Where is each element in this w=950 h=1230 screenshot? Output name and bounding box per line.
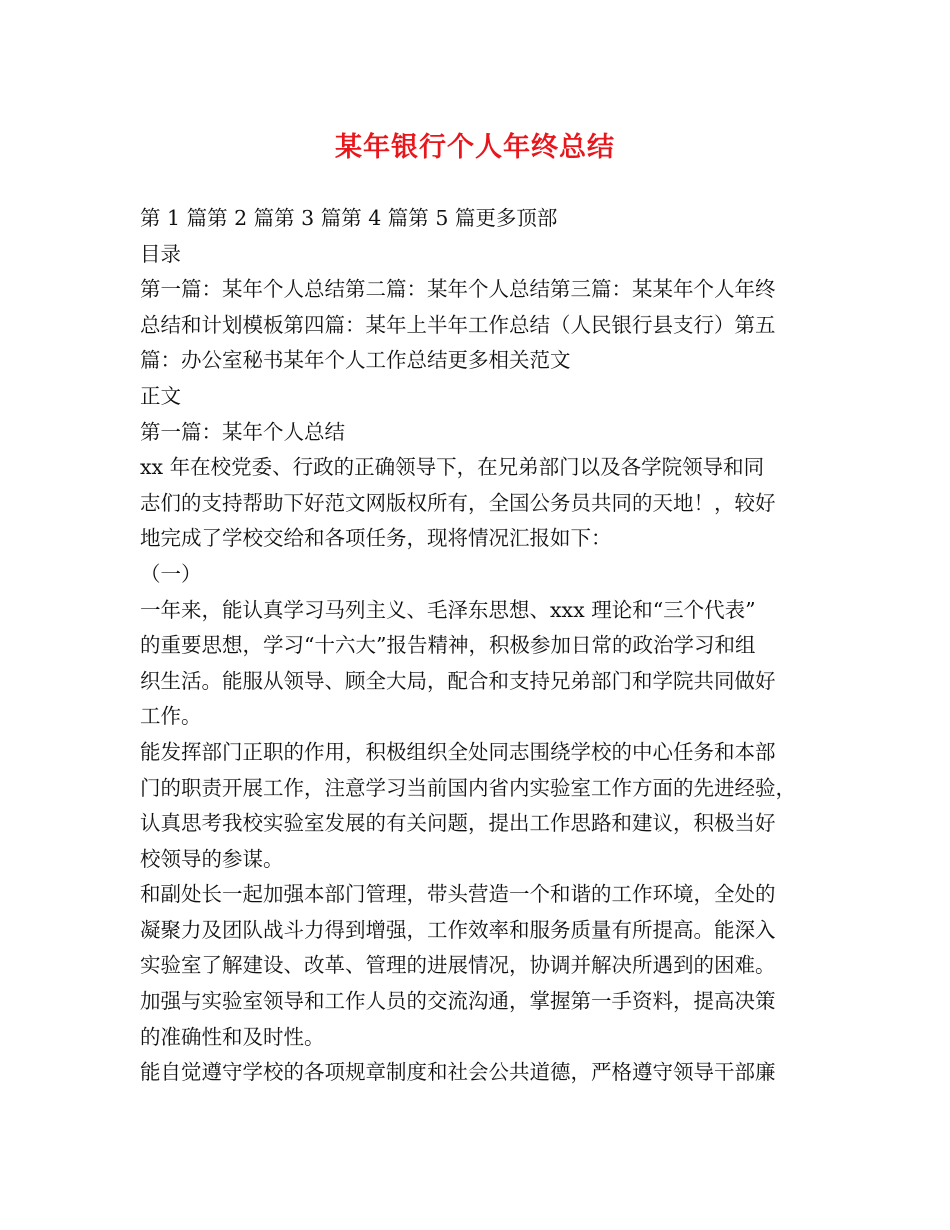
text-line: 加强与实验室领导和工作人员的交流沟通，掌握第一手资料，提高决策 (140, 989, 776, 1014)
text-line: 一年来，能认真学习马列主义、毛泽东思想、xxx 理论和“三个代表” (140, 597, 756, 622)
text-line: 第一篇：某年个人总结第二篇：某年个人总结第三篇：某某年个人年终 (140, 277, 776, 302)
text-line: 和副处长一起加强本部门管理，带头营造一个和谐的工作环境，全处的 (140, 882, 776, 907)
text-line: 的重要思想，学习“十六大”报告精神，积极参加日常的政治学习和组 (140, 633, 756, 658)
text-line: 能发挥部门正职的作用，积极组织全处同志围绕学校的中心任务和本部 (140, 739, 776, 764)
text-line: 门的职责开展工作，注意学习当前国内省内实验室工作方面的先进经验， (140, 775, 796, 800)
text-line: xx 年在校党委、行政的正确领导下，在兄弟部门以及各学院领导和同 (140, 455, 765, 480)
text-line: 的准确性和及时性。 (140, 1024, 325, 1049)
text-line: 目录 (140, 241, 181, 266)
text-line: 篇：办公室秘书某年个人工作总结更多相关范文 (140, 348, 571, 373)
text-line: 地完成了学校交给和各项任务，现将情况汇报如下： (140, 526, 612, 551)
text-line: 能自觉遵守学校的各项规章制度和社会公共道德，严格遵守领导干部廉 (140, 1060, 776, 1085)
text-line: 认真思考我校实验室发展的有关问题，提出工作思路和建议，积极当好 (140, 811, 776, 836)
document-body (140, 201, 830, 1091)
text-line: （一） (140, 561, 202, 586)
text-line: 正文 (140, 383, 181, 408)
document-title: 某年银行个人年终总结 (335, 132, 615, 163)
text-line: 志们的支持帮助下好范文网版权所有，全国公务员共同的天地！，较好 (140, 490, 776, 515)
text-line: 总结和计划模板第四篇：某年上半年工作总结（人民银行县支行）第五 (140, 312, 776, 337)
text-line: 织生活。能服从领导、顾全大局，配合和支持兄弟部门和学院共同做好 (140, 668, 776, 693)
text-line: 凝聚力及团队战斗力得到增强，工作效率和服务质量有所提高。能深入 (140, 917, 776, 942)
text-line: 实验室了解建设、改革、管理的进展情况，协调并解决所遇到的困难。 (140, 953, 776, 978)
text-line: 工作。 (140, 704, 202, 729)
text-line: 第一篇：某年个人总结 (140, 419, 345, 444)
text-line: 第 1 篇第 2 篇第 3 篇第 4 篇第 5 篇更多顶部 (140, 206, 558, 230)
text-line: 校领导的参谋。 (140, 846, 284, 871)
